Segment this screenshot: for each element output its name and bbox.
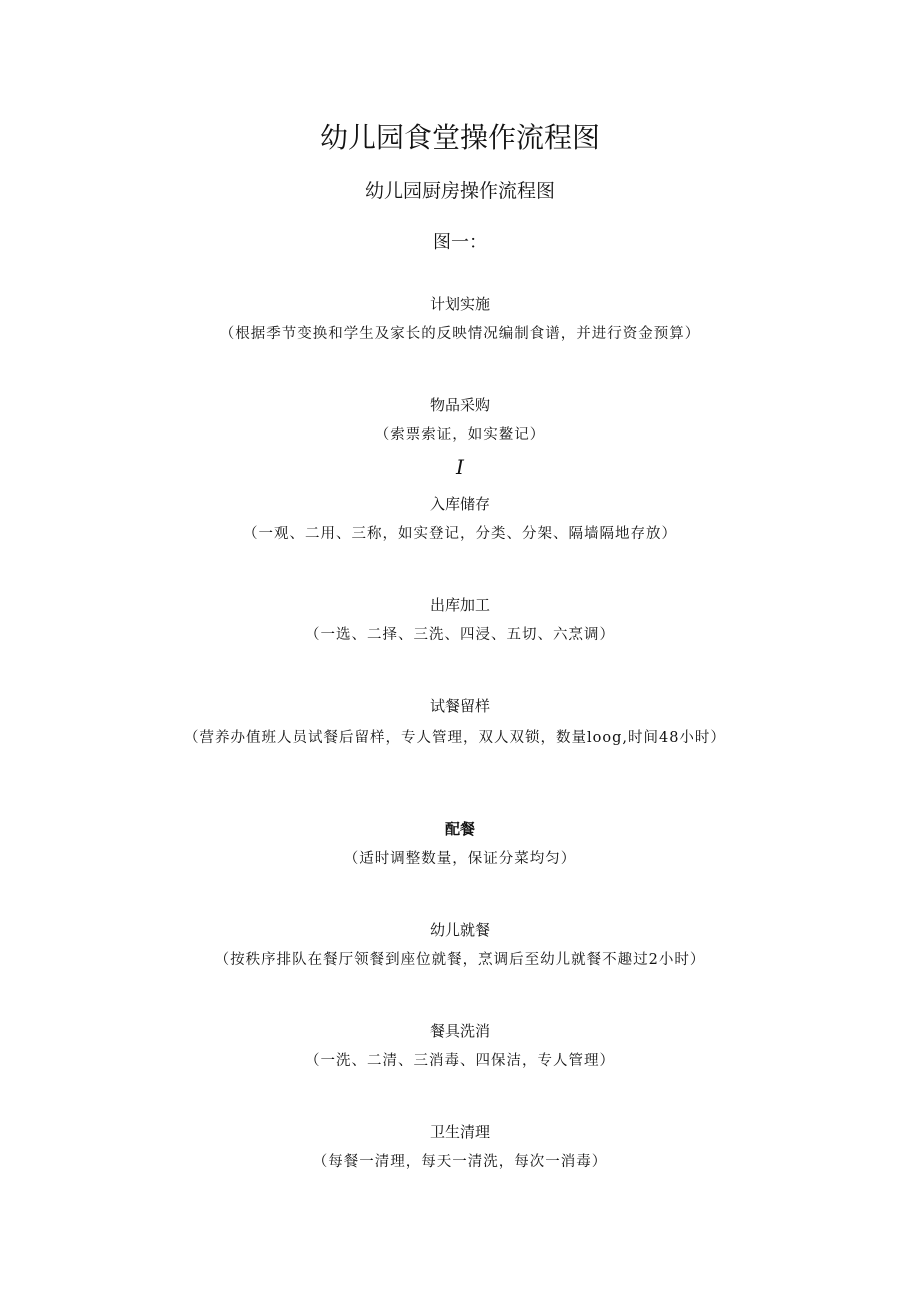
document-title: 幼儿园食堂操作流程图 bbox=[319, 121, 600, 154]
figure-label: 图一： bbox=[433, 232, 487, 253]
step-note-plan: （根据季节变换和学生及家长的反映情况编制食谱，并进行资金预算） bbox=[219, 326, 701, 342]
step-note-cleaning: （每餐一清理，每天一清洗，每次一消毒） bbox=[312, 1154, 608, 1170]
step-note-dining: （按秩序排队在餐厅领餐到座位就餐，烹调后至幼儿就餐不趣过2小时） bbox=[214, 952, 706, 968]
step-name-dish-washing: 餐具洗消 bbox=[429, 1022, 490, 1040]
step-name-processing: 出库加工 bbox=[429, 596, 490, 614]
flow-arrow-mark: I bbox=[456, 455, 464, 479]
step-note-processing: （一选、二择、三洗、四浸、五切、六烹调） bbox=[305, 627, 615, 643]
step-note-dish-washing: （一洗、二清、三消毒、四保洁，专人管理） bbox=[305, 1053, 615, 1069]
step-name-purchase: 物品采购 bbox=[429, 396, 490, 414]
step-name-storage: 入库储存 bbox=[429, 495, 490, 513]
document-subtitle: 幼儿园厨房操作流程图 bbox=[364, 180, 555, 202]
step-name-plan: 计划实施 bbox=[429, 295, 490, 313]
step-name-sampling: 试餐留样 bbox=[429, 697, 490, 715]
step-name-dining: 幼儿就餐 bbox=[429, 921, 490, 939]
step-note-serving: （适时调整数量，保证分菜均匀） bbox=[343, 851, 577, 867]
step-note-purchase: （索票索证，如实鳌记） bbox=[374, 427, 546, 443]
step-name-serving: 配餐 bbox=[444, 820, 475, 838]
step-name-cleaning: 卫生清理 bbox=[429, 1123, 490, 1141]
step-note-storage: （一观、二用、三称，如实登记，分类、分架、隔墙隔地存放） bbox=[243, 526, 677, 542]
step-note-sampling: （营养办值班人员试餐后留样，专人管理，双人双锁，数量loog,时间48小时） bbox=[184, 730, 726, 746]
